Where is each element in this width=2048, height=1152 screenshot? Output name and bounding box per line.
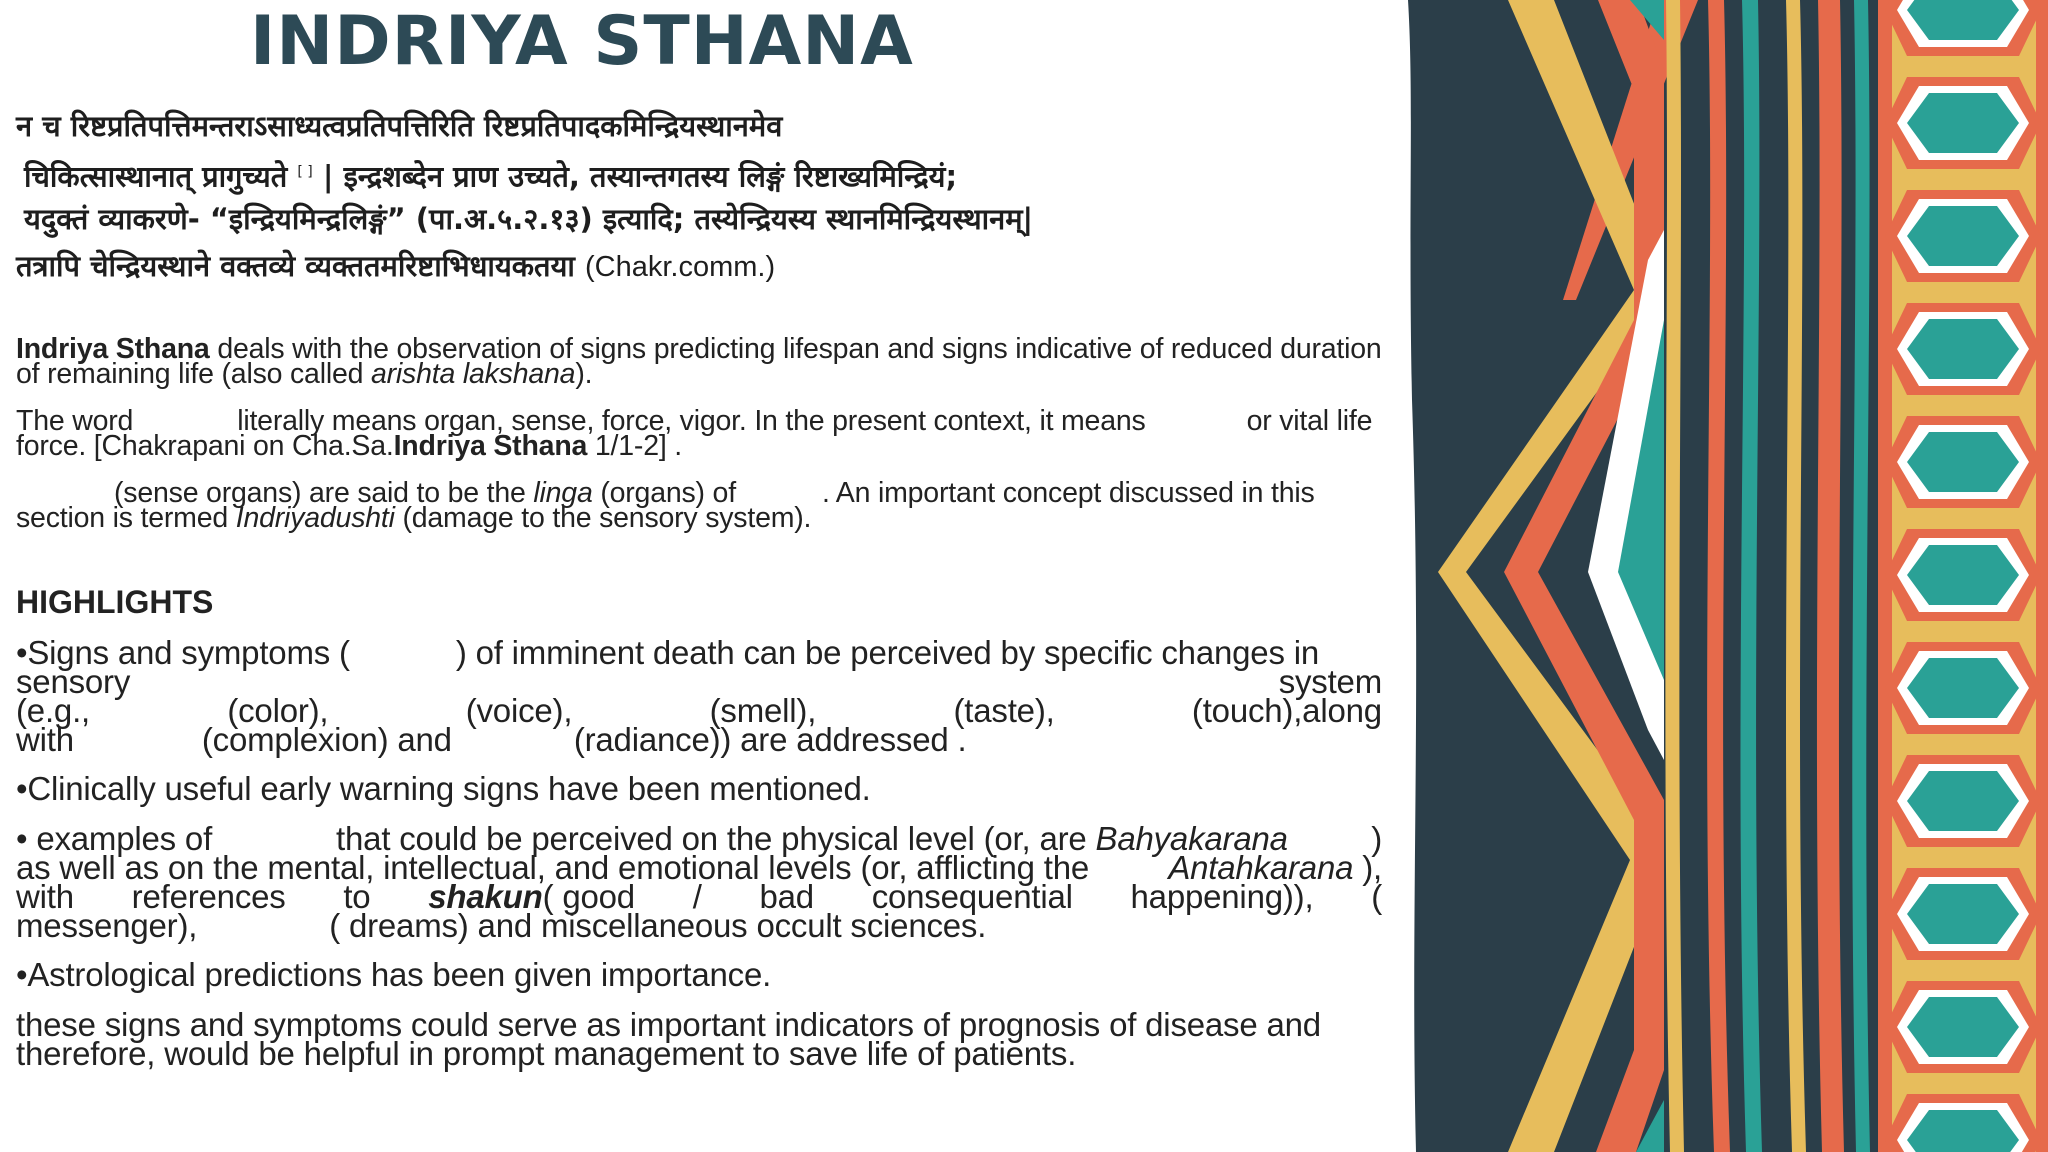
b3-slash: / <box>692 878 702 915</box>
diamond-shape <box>1907 771 2019 831</box>
diamond-column <box>1878 0 2048 1152</box>
diamond-shape <box>1907 997 2019 1057</box>
intro-text-3a: (sense organs) are said to be the <box>114 477 526 509</box>
diamond-shape <box>1907 432 2019 492</box>
bullet-1-line-2 <box>16 663 1382 700</box>
highlight-bullet-5: these signs and symptoms could serve as important indicators of prognosis of disease and therefore, would be helpful in prompt management to save life of patients. <box>16 1006 1321 1072</box>
b1-with: with <box>16 721 74 758</box>
highlight-bullet-2: •Clinically useful early warning signs have been mentioned. <box>16 770 871 807</box>
b1-taste: (taste), <box>953 692 1055 729</box>
b3-paren: ) <box>1371 820 1382 857</box>
intro-bold-term: Indriya Sthana <box>16 333 210 365</box>
b1-complexion: (complexion) and <box>201 721 452 758</box>
b1-sensory: sensory <box>16 663 131 700</box>
diamond-shape <box>1907 319 2019 379</box>
intro-italic-linga: linga <box>533 477 593 509</box>
b3-happening: happening)), <box>1130 878 1314 915</box>
sanskrit-line-4-text: तत्रापि चेन्द्रियस्थाने वक्तव्ये व्यक्ततमरिष्टाभिधायकतया <box>16 249 575 283</box>
b3-mental: as well as on the mental, intellectual, and emotional levels (or, afflicting the <box>16 849 1090 886</box>
bullet-1-line-4 <box>16 721 1382 758</box>
intro-text-3b: (organs) of <box>600 477 736 509</box>
b3-shakun: shakun <box>428 878 543 915</box>
diamond-shape <box>1907 884 2019 944</box>
b1-radiance: (radiance)) are addressed . <box>573 721 967 758</box>
diamond-shape <box>1907 93 2019 153</box>
intro-italic-term: arishta lakshana <box>370 358 576 390</box>
footnote-ref: [ ] <box>297 164 313 180</box>
intro-text-2c: or vital life force. [Chakrapani on Cha.Sa. <box>16 405 1373 462</box>
b3-to: to <box>343 878 371 915</box>
intro-paragraph-2 <box>16 405 1382 462</box>
b1-color: (color), <box>227 692 329 729</box>
bullet-1-line-1 <box>16 634 1382 671</box>
b3-physical: that could be perceived on the physical level (or, are <box>336 820 1087 857</box>
intro-text-2-end: 1/1-2] . <box>594 430 683 462</box>
intro-italic-indriyadushti: Indriyadushti <box>235 502 395 534</box>
b3-open-paren: ( <box>1371 878 1382 915</box>
intro-text-2a: The word <box>16 405 134 437</box>
diamond-shape <box>1907 658 2019 718</box>
bullet-3-line-4 <box>16 907 1382 944</box>
b1-touch: (touch),along <box>1191 692 1382 729</box>
b3-bahyakarana: Bahyakarana <box>1095 820 1288 857</box>
sanskrit-line-1: न च रिष्टप्रतिपत्तिमन्तराऽसाध्यत्वप्रतिपत्तिरिति रिष्टप्रतिपादकमिन्द्रियस्थानमेव <box>16 109 783 143</box>
highlight-bullet-3 <box>16 820 1382 944</box>
b3-antahkarana: Antahkarana <box>1168 849 1354 886</box>
highlight-bullet-4: •Astrological predictions has been given importance. <box>16 956 772 993</box>
b1-eg: (e.g., <box>16 692 91 729</box>
b3-consequential: consequential <box>871 878 1073 915</box>
b1-smell: (smell), <box>709 692 817 729</box>
highlight-bullet-1 <box>16 634 1382 758</box>
sanskrit-line-4 <box>16 246 775 287</box>
commentary-citation: (Chakr.comm.) <box>585 251 776 283</box>
page-title: INDRIYA STHANA <box>250 2 914 81</box>
b3-examples: • examples of <box>16 820 213 857</box>
intro-paragraph-3 <box>16 477 1382 534</box>
b3-with: with <box>16 878 74 915</box>
sanskrit-line-3: यदुक्तं व्याकरणे- “इन्द्रियमिन्द्रलिङ्गं” (पा.अ.५.२.१३) इत्यादि; तस्येन्द्रियस्य स्थानमिन्द्रियस्थानम्| <box>24 202 1034 236</box>
intro-text-2b: literally means organ, sense, force, vigor. In the present context, it means <box>237 405 1146 437</box>
b3-dreams: ( dreams) and miscellaneous occult sciences. <box>329 907 987 944</box>
highlights-heading: HIGHLIGHTS <box>16 584 214 620</box>
intro-text-3c: . An important concept discussed in this section is termed <box>16 477 1315 534</box>
b3-good: ( good <box>542 878 635 915</box>
intro-text-1: deals with the observation of signs predicting lifespan and signs indicative of reduced duration of remaining life (also called <box>16 333 1382 390</box>
intro-text-1-end: ). <box>575 358 593 390</box>
sanskrit-line-2a: चिकित्सास्थानात् प्रागुच्यते <box>24 159 288 194</box>
b3-references: references <box>131 878 286 915</box>
b3-messenger: messenger), <box>16 907 198 944</box>
b1-text-b: ) of imminent death can be perceived by specific changes in <box>455 634 1319 671</box>
b1-voice: (voice), <box>465 692 573 729</box>
intro-text-3-end: (damage to the sensory system). <box>402 502 812 534</box>
tribal-pattern-decoration <box>1408 0 2048 1152</box>
diamond-shape <box>1907 206 2019 266</box>
diamond-shape <box>1907 545 2019 605</box>
b3-paren-2: ), <box>1362 849 1382 886</box>
b1-text-a: •Signs and symptoms ( <box>16 634 350 671</box>
sanskrit-line-2 <box>24 152 957 197</box>
intro-bold-term-2: Indriya Sthana <box>393 430 588 462</box>
b3-bad: bad <box>759 878 814 915</box>
b1-system: system <box>1278 663 1382 700</box>
intro-paragraph-1 <box>16 333 1382 390</box>
sanskrit-line-2b: | इन्द्रशब्देन प्राण उच्यते, तस्यान्तगतस्य लिङ्गं रिष्टाख्यमिन्द्रियं; <box>322 159 958 194</box>
